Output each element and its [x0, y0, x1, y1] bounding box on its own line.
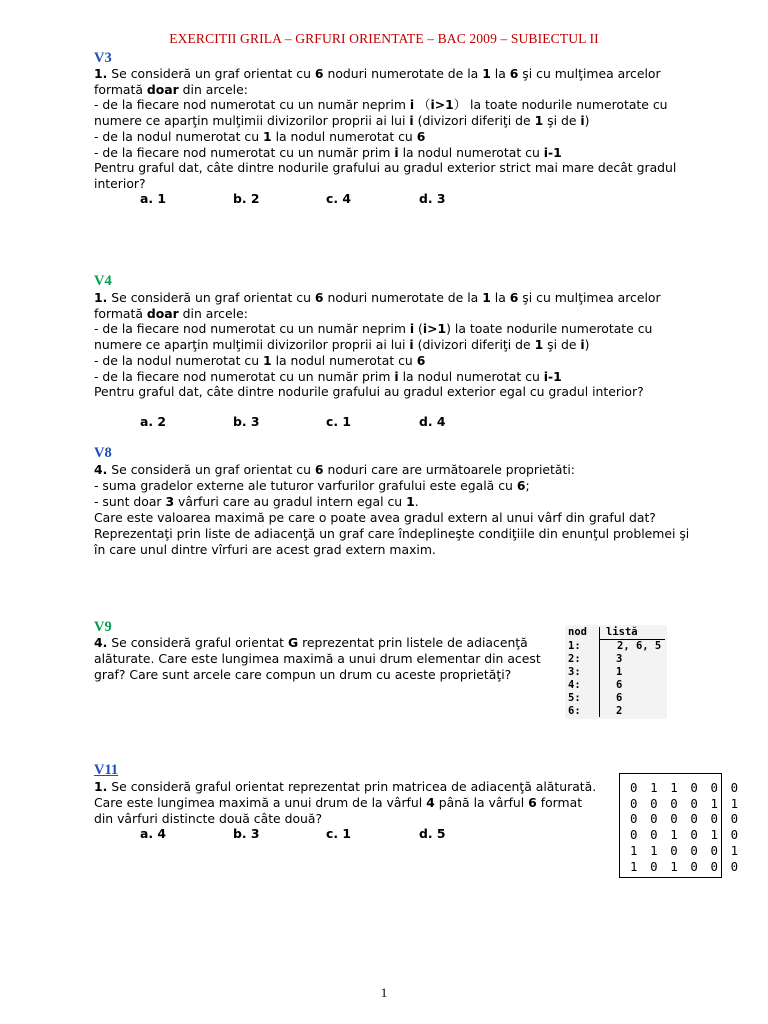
table-cell-lista: 6: [616, 679, 623, 691]
question-line: - de la fiecare nod numerotat cu un număr neprim i (i>1) la toate nodurile numerotate cu: [94, 321, 653, 337]
table-cell-lista: 6: [616, 692, 623, 704]
question-line: 4. Se consideră graful orientat G reprezentat prin listele de adiacenţă: [94, 635, 528, 650]
table-cell-lista: 3: [616, 653, 623, 665]
section-heading-v4: V4: [94, 273, 112, 289]
table-cell-nod: 1:: [568, 640, 581, 652]
matrix-row: 1 0 1 0 0 0: [630, 858, 741, 874]
adjacency-list-table: [565, 625, 667, 719]
matrix-row: 1 1 0 0 0 1: [630, 842, 741, 858]
answer-option: d. 5: [419, 826, 446, 841]
table-cell-lista: 2, 6, 5: [617, 640, 662, 652]
section-heading-v11: V11: [94, 762, 119, 778]
question-line: - de la fiecare nod numerotat cu un număr neprim i （i>1） la toate nodurile numerotate cu: [94, 97, 668, 113]
answer-option: b. 2: [233, 191, 260, 206]
question-line: 4. Se consideră un graf orientat cu 6 noduri care are următoarele proprietăti:: [94, 462, 575, 477]
answer-option: d. 4: [419, 414, 446, 429]
page-number: 1: [380, 985, 388, 1000]
question-line: alăturate. Care este lungimea maximă a unui drum elementar din acest: [94, 650, 541, 666]
answer-option: b. 3: [233, 414, 260, 429]
table-cell-nod: 2:: [568, 653, 581, 665]
question-line: formată doar din arcele:: [94, 81, 248, 97]
question-line: 1. Se consideră graful orientat reprezentat prin matricea de adiacenţă alăturată.: [94, 779, 597, 794]
question-line: 1. Se consideră un graf orientat cu 6 noduri numerotate de la 1 la 6 şi cu mulţimea arcelor: [94, 290, 661, 305]
answer-option: a. 2: [140, 414, 167, 429]
section-heading-v8: V8: [94, 445, 112, 461]
table-cell-lista: 1: [616, 666, 623, 678]
question-line: numere ce aparţin mulţimii divizorilor proprii ai lui i (divizori diferiţi de 1 şi de i): [94, 337, 590, 353]
question-line: - de la nodul numerotat cu 1 la nodul numerotat cu 6: [94, 352, 426, 368]
question-line: Pentru graful dat, câte dintre nodurile grafului au gradul exterior strict mai mare decât gradul: [94, 160, 677, 176]
answer-option: d. 3: [419, 191, 446, 206]
question-line: în care unul dintre vîrfuri are acest grad extern maxim.: [94, 541, 436, 557]
matrix-row: 0 0 0 0 0 0: [630, 811, 741, 827]
answer-option: c. 1: [326, 414, 351, 429]
table-header-lista: listă: [606, 626, 638, 638]
question-line: formată doar din arcele:: [94, 305, 248, 321]
question-line: Reprezentaţi prin liste de adiacenţă un graf care îndeplineşte condiţiile din enunţul problemei şi: [94, 525, 690, 541]
question-line: - sunt doar 3 vârfuri care au gradul intern egal cu 1.: [94, 493, 419, 509]
question-line: - suma gradelor externe ale tuturor varfurilor grafului este egală cu 6;: [94, 477, 530, 493]
answer-option: c. 4: [326, 191, 351, 206]
section-heading-v9: V9: [94, 619, 112, 635]
table-cell-nod: 3:: [568, 666, 581, 678]
question-line: din vârfuri distincte două câte două?: [94, 810, 323, 826]
section-heading-v3: V3: [94, 50, 112, 66]
answer-option: c. 1: [326, 826, 351, 841]
table-cell-nod: 5:: [568, 692, 581, 704]
question-line: - de la fiecare nod numerotat cu un număr prim i la nodul numerotat cu i-1: [94, 144, 562, 160]
table-header-nod: nod: [568, 626, 587, 638]
answer-option: a. 4: [140, 826, 167, 841]
question-line: 1. Se consideră un graf orientat cu 6 noduri numerotate de la 1 la 6 şi cu mulţimea arcelor: [94, 66, 661, 81]
answer-option: b. 3: [233, 826, 260, 841]
matrix-row: 0 1 1 0 0 0: [630, 780, 741, 795]
question-line: - de la nodul numerotat cu 1 la nodul numerotat cu 6: [94, 128, 426, 144]
question-line: graf? Care sunt arcele care compun un drum cu aceste proprietăţi?: [94, 666, 512, 682]
answer-option: a. 1: [140, 191, 167, 206]
question-line: Care este valoarea maximă pe care o poate avea gradul extern al unui vârf din graful dat?: [94, 509, 656, 525]
table-cell-lista: 2: [616, 705, 623, 717]
question-line: Pentru graful dat, câte dintre nodurile grafului au gradul exterior egal cu gradul interior?: [94, 384, 644, 400]
question-line: numere ce aparţin mulţimii divizorilor proprii ai lui i (divizori diferiţi de 1 şi de i): [94, 113, 590, 129]
table-cell-nod: 6:: [568, 705, 581, 717]
table-cell-nod: 4:: [568, 679, 581, 691]
table-divider-vertical: [599, 627, 600, 717]
question-line: - de la fiecare nod numerotat cu un număr prim i la nodul numerotat cu i-1: [94, 368, 562, 384]
matrix-row: 0 0 1 0 1 0: [630, 827, 741, 843]
question-line: interior?: [94, 175, 146, 191]
question-line: Care este lungimea maximă a unui drum de la vârful 4 până la vârful 6 format: [94, 794, 583, 810]
adjacency-matrix: [619, 773, 741, 878]
matrix-row: 0 0 0 0 1 1: [630, 795, 741, 811]
page-title: EXERCITII GRILA – GRFURI ORIENTATE – BAC 2009 – SUBIECTUL II: [169, 31, 599, 46]
